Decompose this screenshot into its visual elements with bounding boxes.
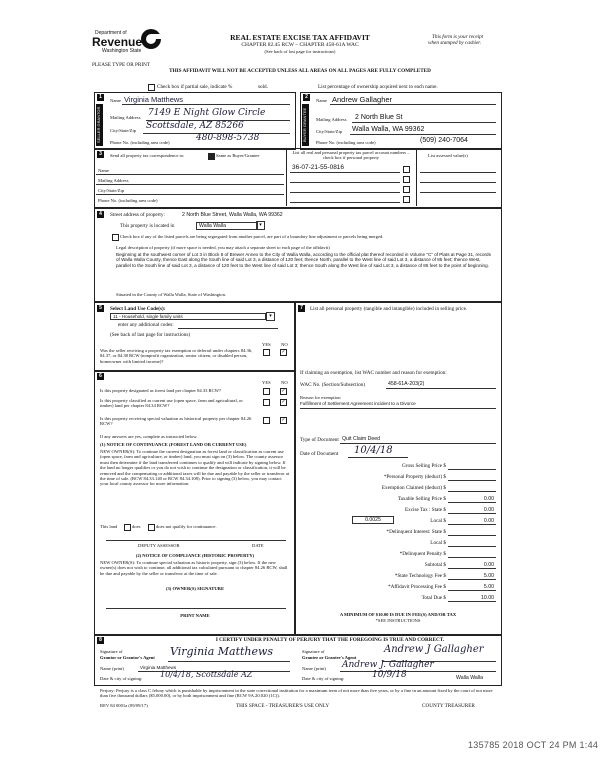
parcel-line-3 xyxy=(290,192,400,193)
subtotal-label: Subtotal $ xyxy=(424,562,446,568)
section-8-number: 8 xyxy=(97,637,104,644)
del-local-line[interactable] xyxy=(448,546,496,547)
del-penalty-line[interactable] xyxy=(448,557,496,558)
personal-deduct-label: *Personal Property (deduct) $ xyxy=(383,474,446,480)
grantor-name[interactable]: Virginia Matthews xyxy=(140,665,177,670)
warning: THIS AFFIDAVIT WILL NOT BE ACCEPTED UNLESS ALL AREAS ON ALL PAGES ARE FULLY COMPLETED xyxy=(169,68,431,74)
del-interest-label: *Delinquent Interest: State $ xyxy=(386,529,446,535)
excise-state-line xyxy=(448,513,496,514)
historic-no-checkbox[interactable]: ✓ xyxy=(281,418,286,423)
parcel-number[interactable]: 36-07-21-55-0816 xyxy=(292,164,345,171)
current-use-no-checkbox[interactable]: ✓ xyxy=(281,400,286,405)
personal-prop-label: List all personal property (tangible and intangible) included in selling price. xyxy=(310,306,468,312)
does-checkbox[interactable] xyxy=(124,524,131,531)
situated-line: Situated in the County of Walla Walla, State of Washington. xyxy=(116,292,227,297)
grantee-name[interactable]: Andrew J. Gallagher xyxy=(342,660,434,670)
del-interest-line[interactable] xyxy=(448,535,496,536)
s3-mailing-line[interactable] xyxy=(96,184,284,185)
buyer-city-label: City/State/Zip xyxy=(316,129,343,134)
buyer-side-label: BUYER GRANTEE xyxy=(302,104,309,146)
parcel-line-4 xyxy=(290,202,400,203)
gross-line[interactable] xyxy=(448,469,496,470)
rev-number: REV 84 0001a (09/09/17) xyxy=(100,703,148,708)
personal-prop-checkbox-1[interactable] xyxy=(403,166,410,173)
forest-question: Is this property designated as forest land per chapter 84.33 RCW? xyxy=(100,388,222,393)
owner-signature-line[interactable] xyxy=(106,608,286,609)
notice2-title: (2) NOTICE OF COMPLIANCE (HISTORIC PROPERTY) xyxy=(135,553,255,558)
agency-line1: Department of xyxy=(95,30,127,36)
reason-label: Reason for exemption xyxy=(300,395,341,400)
buyer-address-label: Mailing Address xyxy=(316,117,347,122)
grantee-name-line xyxy=(340,671,496,672)
seller-city[interactable]: Scottsdale, AZ 85266 xyxy=(146,121,244,131)
partial-sale-label: Check box if partial sale, indicate % xyxy=(157,84,233,90)
please-type: PLEASE TYPE OR PRINT xyxy=(92,62,150,68)
back-note: (See back of last page for instructions) xyxy=(264,49,336,54)
excise-state-value[interactable]: 0.00 xyxy=(483,507,494,513)
receipt-note-1: This form is your receipt xyxy=(432,34,484,40)
street-address[interactable]: 2 North Blue Street, Walla Walla, WA 99362 xyxy=(182,212,283,218)
tech-fee-value[interactable]: 5.00 xyxy=(483,573,494,579)
s3-name-label: Name xyxy=(98,168,109,173)
section-4-number: 4 xyxy=(97,211,104,218)
grantor-sig-label-2: Grantor or Grantor's Agent xyxy=(100,655,155,660)
recording-stamp: 135785 2018 OCT 24 PM 1:44 xyxy=(468,740,599,750)
this-land-label: This land xyxy=(100,524,118,529)
local-rate[interactable]: 0.0025 xyxy=(352,516,394,524)
personal-prop-checkbox-3[interactable] xyxy=(403,186,410,193)
land-use-dropdown-icon[interactable]: ▾ xyxy=(266,312,275,321)
current-use-question: Is this property classified as current use (open space, farm and agricultural, or timber) land per chapter 84.34 RCW? xyxy=(100,398,243,409)
s3-city-line[interactable] xyxy=(96,194,284,195)
tech-fee-line xyxy=(448,579,496,580)
subtotal-line xyxy=(448,568,496,569)
section-6-number-label: 6 xyxy=(97,373,104,380)
grantee-date[interactable]: 10/9/18 xyxy=(372,670,407,680)
section-3-divider-2 xyxy=(416,148,417,206)
grantor-date-city[interactable]: 10/4/18, Scottsdale AZ xyxy=(160,670,253,679)
seller-city-label: City/State/Zip xyxy=(110,128,137,133)
taxable-line xyxy=(448,502,496,503)
section-7-number: 7 xyxy=(298,305,305,312)
reason-line xyxy=(300,408,496,409)
segregation-label: Check box if any of the listed parcels are being segregated from another parcel, are part of a boundary line adjustment or parcels being merged. xyxy=(120,234,384,239)
exemption-question: Was the seller receiving a property tax exemption or deferral under chapters 84.36, 84.37, or 84.38 RCW (nonprofit organization, senior citizen, or disabled person, homeowner with limited income)? xyxy=(100,348,253,364)
assessed-header: List assessed value(s) xyxy=(428,153,468,158)
wac-line xyxy=(386,388,496,389)
doc-type[interactable]: Quit Claim Deed xyxy=(342,436,381,442)
seller-phone-label: Phone No. (including area code) xyxy=(110,140,170,145)
list-pct-label: List percentage of ownership acquired next to each name. xyxy=(318,84,438,90)
grantee-sig-label-1: Signature of xyxy=(302,649,325,654)
grantee-date-label: Date & city of signing: xyxy=(302,676,345,681)
assessed-line-2[interactable] xyxy=(420,182,496,183)
doc-date-label: Date of Document xyxy=(300,451,339,457)
section-3-divider-1 xyxy=(286,148,287,206)
grantor-signature[interactable]: Virginia Matthews xyxy=(170,645,274,658)
see-back-label: (See back of last page for instructions) xyxy=(110,332,191,338)
seller-address[interactable]: 7149 E Night Glow Circle xyxy=(148,108,266,118)
buyer-city-line xyxy=(350,134,496,135)
seller-address-label: Mailing Address xyxy=(110,115,141,120)
print-name-label: PRINT NAME xyxy=(180,613,210,618)
tech-fee-label: *State Technology Fee $ xyxy=(394,573,446,579)
agency-line3: Washington State xyxy=(102,48,142,54)
dor-logo-icon xyxy=(140,28,162,50)
deputy-date-label: DATE xyxy=(252,543,264,548)
does-not-checkbox[interactable] xyxy=(148,524,155,531)
buyer-city[interactable]: Walla Walla, WA 99362 xyxy=(352,126,425,133)
buyer-name[interactable]: Andrew Gallagher xyxy=(332,95,393,104)
historic-question: Is this property receiving special valuation as historical property per chapter 84.26 RCW? xyxy=(100,416,252,427)
s3-mailing-label: Mailing Address xyxy=(98,178,129,183)
send-to-label: Send all property tax correspondence to: xyxy=(110,153,185,158)
grantor-sig-label-1: Signature of xyxy=(100,649,123,654)
county-dropdown-icon[interactable]: ▾ xyxy=(256,221,265,230)
receipt-note-2: when stamped by cashier. xyxy=(428,40,482,46)
sold-label: sold. xyxy=(258,84,268,90)
doc-date-line xyxy=(348,457,408,458)
total-label: Total Due $ xyxy=(421,595,446,601)
doc-date[interactable]: 10/4/18 xyxy=(354,445,393,456)
grantor-name-label: Name (print) xyxy=(100,666,124,671)
exemption-yes-checkbox[interactable] xyxy=(263,349,270,356)
local-value[interactable]: 0.00 xyxy=(483,518,494,524)
buyer-phone[interactable]: (509) 240-7064 xyxy=(420,137,468,144)
wac-label: WAC No. (Section/Subsection) xyxy=(300,382,365,388)
grantee-sig-label-2: Grantee or Grantee's Agent xyxy=(302,655,357,660)
perjury-statement: Perjury: Perjury is a class C felony which is punishable by imprisonment in the state correctional institution for a maximum term of not more than five years, or by a fine in an amount fixed by the court of not more than five thousand dollars ($5,000.00), or by both imprisonment and fine (RCW 9A.20.020 (1C)). xyxy=(100,688,493,699)
buyer-address[interactable]: 2 North Blue St xyxy=(355,114,403,121)
s3-city-label: City/State/Zip xyxy=(98,188,125,193)
deputy-signature-line[interactable] xyxy=(106,540,286,541)
total-line xyxy=(448,601,496,602)
does-label: does xyxy=(132,524,141,529)
parcel-line-2 xyxy=(290,182,400,183)
section-6-box xyxy=(94,370,296,636)
land-use-select[interactable]: 11 - Household, single family units xyxy=(110,313,266,320)
form-title: REAL ESTATE EXCISE TAX AFFIDAVIT xyxy=(230,33,370,42)
personal-prop-checkbox-4[interactable] xyxy=(403,196,410,203)
additional-codes-label: enter any additional codes: xyxy=(118,322,174,328)
form-chapter: CHAPTER 82.45 RCW – CHAPTER 458-61A WAC xyxy=(241,42,359,48)
subtotal-value[interactable]: 0.00 xyxy=(483,562,494,568)
county-treasurer: COUNTY TREASURER xyxy=(422,703,475,709)
reason-value[interactable]: Fulfillment of Settlement Agreement incident to a Divorce xyxy=(300,401,416,406)
historic-yes-checkbox[interactable] xyxy=(263,417,270,424)
doc-type-line xyxy=(340,443,496,444)
additional-codes-input[interactable] xyxy=(178,328,278,329)
proc-fee-line xyxy=(448,590,496,591)
assessed-line-1[interactable] xyxy=(420,172,496,173)
grantee-name-label: Name (print) xyxy=(302,666,326,671)
exemption-no-checkbox[interactable]: ✓ xyxy=(281,350,286,355)
grantee-signature[interactable]: Andrew J Gallagher xyxy=(384,644,484,655)
del-penalty-label: *Delinquent Penalty $ xyxy=(399,551,446,557)
parcel-header: List all real and personal property tax parcel account numbers – check box if personal property xyxy=(292,150,410,161)
buyer-phone-label: Phone No. (including area code) xyxy=(316,140,376,145)
exemption-deduct-line[interactable] xyxy=(448,491,496,492)
dor-logo xyxy=(92,26,162,60)
s6-yes-header: YES xyxy=(262,380,271,385)
treasurer-only: THIS SPACE - TREASURER'S USE ONLY xyxy=(236,703,330,709)
section-2-number: 2 xyxy=(303,94,310,101)
local-label: Local $ xyxy=(430,518,446,524)
seller-phone[interactable]: 480-898-5738 xyxy=(196,133,260,143)
excise-state-label: Excise Tax : State $ xyxy=(404,507,446,513)
notice1-title: (1) NOTICE OF CONTINUANCE (FOREST LAND OR CURRENT USE) xyxy=(100,442,247,447)
personal-prop-checkbox-2[interactable] xyxy=(403,176,410,183)
proc-fee-label: *Affidavit Processing Fee $ xyxy=(388,584,446,590)
section-1-number: 1 xyxy=(97,94,104,101)
parcel-line-1 xyxy=(290,172,400,173)
taxable-label: Taxable Selling Price $ xyxy=(397,496,446,502)
notice2-text: NEW OWNER(S): To continue special valuation as historic property, sign (3) below. If the new owner(s) does not wish to continue, all additional tax calculated pursuant to chapter 84.26 RCW, shall be due and payable by the seller or transferor at the time of sale. xyxy=(100,560,288,576)
seller-name-label: Name xyxy=(110,98,121,103)
seller-side-label: SELLER GRANTOR xyxy=(96,104,103,146)
forest-yes-checkbox[interactable] xyxy=(263,388,270,395)
assessed-line-3[interactable] xyxy=(420,192,496,193)
segregation-checkbox[interactable] xyxy=(112,234,119,241)
s6-no-header: NO xyxy=(281,380,288,385)
s3-phone-label: Phone No. (including area code) xyxy=(98,198,158,203)
legal-description[interactable]: Beginning at the southwest corner of Lot 3 in Block 8 of Brewer Annex to the City of Walla Walla, according to the official plat thereof recorded in Volume "C" of Plats at Page 31, records of Walla Walla County, thence East along the South line of said Lot 3, a distance of 120 feet; thence North, parallel to the West line of said Lot 3, a distance of 85 feet; thence West, parallel to the South line of said Lot 3, a distance of 120 feet to the West line of said Lot 3; thence South along the West line of said Lot 3, a distance of 85 feet to the point of beginning. xyxy=(116,252,491,268)
partial-sale-checkbox[interactable] xyxy=(148,84,155,91)
local-line xyxy=(448,524,496,525)
county-select[interactable]: Walla Walla xyxy=(196,222,258,230)
doc-type-label: Type of Document xyxy=(300,437,339,443)
s5-no-header: NO xyxy=(281,342,288,347)
certify-statement: I CERTIFY UNDER PENALTY OF PERJURY THAT THE FOREGOING IS TRUE AND CORRECT. xyxy=(215,637,445,643)
owner-signature-label: (3) OWNER(S) SIGNATURE xyxy=(165,586,225,591)
minimum-due: A MINIMUM OF $10.00 IS DUE IN FEE(S) AND/OR TAX xyxy=(339,612,457,617)
wac-number[interactable]: 458-61A-203(2) xyxy=(388,381,425,387)
section-3-number: 3 xyxy=(97,151,104,158)
buyer-name-label: Name xyxy=(316,98,327,103)
buyer-name-line xyxy=(330,104,496,105)
if-yes-note: If any answers are yes, complete as instructed below. xyxy=(100,434,198,439)
same-as-buyer-label: Same as Buyer/Grantee xyxy=(216,153,260,158)
does-not-label: does not qualify for continuance. xyxy=(156,524,217,529)
del-local-label: Local $ xyxy=(430,540,446,546)
same-as-buyer-checkbox[interactable] xyxy=(208,153,215,160)
s5-yes-header: YES xyxy=(262,342,271,347)
see-instructions: *SEE INSTRUCTIONS xyxy=(375,618,421,623)
seller-name-line xyxy=(122,104,290,105)
current-use-yes-checkbox[interactable] xyxy=(263,399,270,406)
grantor-sig-line xyxy=(168,661,290,662)
deputy-label: DEPUTY ASSESSOR xyxy=(138,543,180,548)
exemption-claim-label: If claiming an exemption, list WAC number and reason for exemption: xyxy=(300,370,447,376)
notice1-text: NEW OWNER(S): To continue the current designation as forest land or classification as current use (open space, farm and agriculture, or timber) land, you must sign on (3) below. The county assessor must then determine if the land transferred continues to qualify and will indicate by signing below. If the land no longer qualifies or you do not wish to continue the designation or classification, it will be removed and the compensating or additional taxes will be due and payable by the seller or transferor at the time of sale. (RCW 84.33.140 or RCW 84.34.108). Prior to signing (3) below, you may contact your local county assessor for more information. xyxy=(100,449,290,487)
gross-label: Gross Selling Price $ xyxy=(402,463,446,469)
s3-name-line[interactable] xyxy=(96,174,284,175)
personal-deduct-line[interactable] xyxy=(448,480,496,481)
street-label: Street address of property: xyxy=(110,212,165,218)
land-use-label: Select Land Use Code(s): xyxy=(110,306,166,312)
seller-name[interactable]: Virginia Matthews xyxy=(124,95,184,104)
legal-label: Legal description of property (if more space is needed, you may attach a separate sheet to each page of the affidavit) xyxy=(116,245,330,250)
located-label: This property is located in xyxy=(120,223,175,229)
buyer-address-line xyxy=(352,122,496,123)
total-value[interactable]: 10.00 xyxy=(481,595,494,601)
exemption-deduct-label: Exemption Claimed (deduct) $ xyxy=(381,485,446,491)
grantee-city[interactable]: Walla Walla xyxy=(456,675,483,681)
proc-fee-value[interactable]: 5.00 xyxy=(483,584,494,590)
forest-no-checkbox[interactable]: ✓ xyxy=(281,389,286,394)
taxable-value[interactable]: 0.00 xyxy=(483,496,494,502)
agency-line2: Revenue xyxy=(92,35,143,49)
grantor-date-label: Date & city of signing: xyxy=(100,676,143,681)
section-5-number: 5 xyxy=(97,305,104,312)
